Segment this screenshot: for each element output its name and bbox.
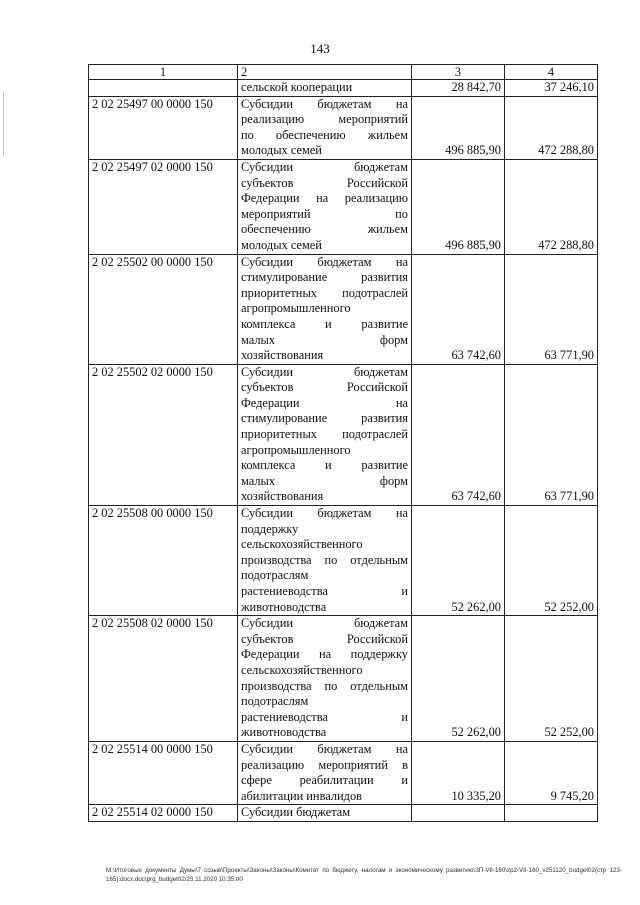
amount-column-3: 496 885,90 xyxy=(412,159,505,254)
revenue-item-name-line: сельскохозяйственного xyxy=(241,662,363,677)
amount-column-3: 63 742,60 xyxy=(412,364,505,505)
revenue-item-name-line: стимулирование развития xyxy=(241,270,408,285)
revenue-item-name xyxy=(238,254,412,364)
table-row xyxy=(89,741,598,804)
revenue-item-name-line: Субсидии бюджетам xyxy=(241,159,408,174)
budget-classification-code: 2 02 25514 02 0000 150 xyxy=(89,805,238,822)
revenue-item-name-line: хозяйствования xyxy=(241,489,324,504)
page-number: 143 xyxy=(310,41,330,56)
budget-classification-code: 2 02 25514 00 0000 150 xyxy=(89,741,238,804)
revenue-item-name-line: Субсидии бюджетам на xyxy=(241,506,408,521)
revenue-item-name-line: приоритетных подотраслей xyxy=(241,427,408,442)
amount-column-3: 52 262,00 xyxy=(412,616,505,742)
revenue-item-name-line: Федерации на xyxy=(241,395,408,410)
revenue-item-name-line: Федерации на реализацию xyxy=(241,191,408,206)
revenue-item-name-line: Субсидии бюджетам на xyxy=(241,254,408,269)
table-row xyxy=(89,506,598,616)
revenue-item-name-line: приоритетных подотраслей xyxy=(241,285,408,300)
revenue-item-name-line: мероприятий по xyxy=(241,206,408,221)
amount-column-4: 63 771,90 xyxy=(505,254,598,364)
revenue-item-name xyxy=(238,805,412,822)
revenue-item-name-line: животноводства xyxy=(241,725,327,740)
revenue-item-name-line: комплекса и развитие xyxy=(241,316,408,331)
table-row xyxy=(89,96,598,159)
revenue-item-name-line: молодых семей xyxy=(241,237,322,252)
budget-classification-code xyxy=(89,80,238,97)
revenue-item-name-line: Субсидии бюджетам xyxy=(241,364,408,379)
amount-column-3: 10 335,20 xyxy=(412,741,505,804)
revenue-item-name-line: агропромышленного xyxy=(241,301,351,316)
revenue-item-name xyxy=(238,96,412,159)
revenue-item-name-line: Федерации на поддержку xyxy=(241,647,408,662)
revenue-item-name xyxy=(238,364,412,505)
revenue-item-name-line: обеспечению жильем xyxy=(241,222,408,237)
amount-column-4: 472 288,80 xyxy=(505,159,598,254)
budget-classification-code: 2 02 25508 02 0000 150 xyxy=(89,616,238,742)
budget-classification-code: 2 02 25502 00 0000 150 xyxy=(89,254,238,364)
budget-revenue-table xyxy=(88,64,598,822)
amount-column-3 xyxy=(412,805,505,822)
revenue-item-name-line: малых форм xyxy=(241,473,408,488)
revenue-item-name-line: субъектов Российской xyxy=(241,380,408,395)
amount-column-4: 63 771,90 xyxy=(505,364,598,505)
amount-column-4: 37 246,10 xyxy=(505,80,598,97)
revenue-item-name xyxy=(238,80,412,97)
revenue-item-name-line: растениеводства и xyxy=(241,709,408,724)
document-file-path-footer: М:\Итоговые документы Думы\7 созыв\Проекты\Законы\Законы\Комитет по бюджету, налогам и экономическому развитию\ЗП-VII-160\zp2-VII-160_v251120_budget02(стр 123-165).docx.doc\prg_budget02/25.11.2020 10:35:00 xyxy=(106,867,622,883)
revenue-item-name-line: Субсидии бюджетам на xyxy=(241,741,408,756)
table-row xyxy=(89,616,598,742)
revenue-item-name-line: субъектов Российской xyxy=(241,631,408,646)
revenue-item-name-line: стимулирование развития xyxy=(241,411,408,426)
table-body xyxy=(89,80,598,822)
revenue-item-name-line: растениеводства и xyxy=(241,584,408,598)
revenue-item-name-line: малых форм xyxy=(241,332,408,347)
revenue-item-name-line: поддержку xyxy=(241,521,299,536)
table-row xyxy=(89,254,598,364)
budget-classification-code: 2 02 25497 02 0000 150 xyxy=(89,159,238,254)
amount-column-3: 496 885,90 xyxy=(412,96,505,159)
table-row xyxy=(89,80,598,97)
amount-column-4: 472 288,80 xyxy=(505,96,598,159)
amount-column-3: 28 842,70 xyxy=(412,80,505,97)
revenue-item-name-line: животноводства xyxy=(241,599,327,614)
amount-column-4 xyxy=(505,805,598,822)
revenue-item-name-line: сельской кооперации xyxy=(241,80,353,94)
table-row xyxy=(89,159,598,254)
amount-column-4: 52 252,00 xyxy=(505,616,598,742)
revenue-item-name-line: хозяйствования xyxy=(241,348,324,363)
revenue-item-name-line: производства по отдельным xyxy=(241,552,408,567)
scan-margin-mark xyxy=(3,92,4,156)
revenue-item-name-line: реализацию мероприятий в xyxy=(241,757,408,772)
revenue-item-name-line: по обеспечению жильем xyxy=(241,127,408,142)
table-header-row xyxy=(89,65,598,80)
amount-column-4: 9 745,20 xyxy=(505,741,598,804)
revenue-item-name-line: сфере реабилитации и xyxy=(241,773,408,788)
revenue-item-name xyxy=(238,616,412,742)
revenue-item-name-line: молодых семей xyxy=(241,143,322,158)
revenue-item-name-line: комплекса и развитие xyxy=(241,458,408,473)
revenue-item-name-line: производства по отдельным xyxy=(241,678,408,693)
revenue-item-name-line: Субсидии бюджетам на xyxy=(241,96,408,111)
column-header-2: 2 xyxy=(238,65,412,80)
budget-classification-code: 2 02 25502 02 0000 150 xyxy=(89,364,238,505)
column-header-3: 3 xyxy=(412,65,505,80)
revenue-item-name-line: агропромышленного xyxy=(241,442,351,457)
revenue-item-name-line: подотраслям xyxy=(241,694,309,709)
column-header-1: 1 xyxy=(89,65,238,80)
revenue-item-name-line: сельскохозяйственного xyxy=(241,537,363,552)
revenue-item-name xyxy=(238,159,412,254)
revenue-item-name xyxy=(238,506,412,616)
column-header-4: 4 xyxy=(505,65,598,80)
revenue-item-name-line: абилитации инвалидов xyxy=(241,788,363,803)
table-row xyxy=(89,364,598,505)
revenue-item-name xyxy=(238,741,412,804)
amount-column-3: 52 262,00 xyxy=(412,506,505,616)
revenue-item-name-line: Субсидии бюджетам xyxy=(241,805,351,820)
revenue-item-name-line: субъектов Российской xyxy=(241,175,408,190)
amount-column-3: 63 742,60 xyxy=(412,254,505,364)
revenue-item-name-line: Субсидии бюджетам xyxy=(241,616,408,631)
revenue-item-name-line: подотраслям xyxy=(241,568,309,583)
budget-classification-code: 2 02 25497 00 0000 150 xyxy=(89,96,238,159)
table-row xyxy=(89,805,598,822)
revenue-item-name-line: реализацию мероприятий xyxy=(241,112,408,127)
budget-classification-code: 2 02 25508 00 0000 150 xyxy=(89,506,238,616)
amount-column-4: 52 252,00 xyxy=(505,506,598,616)
